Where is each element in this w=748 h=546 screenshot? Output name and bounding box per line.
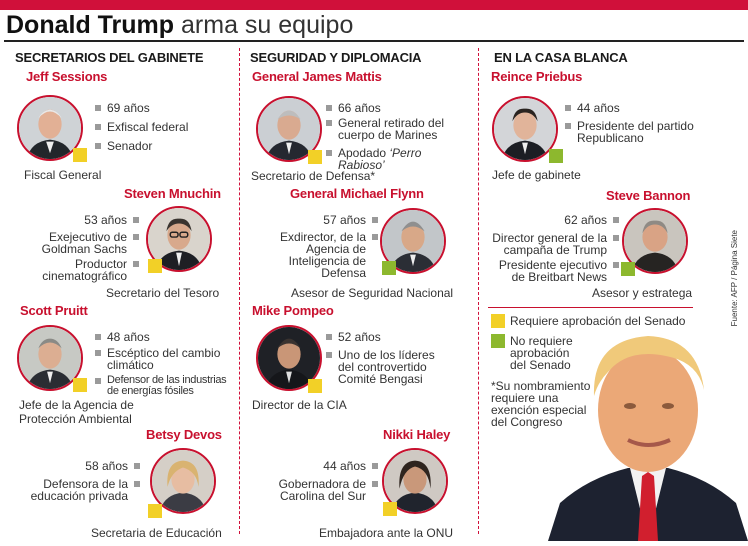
senate-approval-marker [148, 259, 162, 273]
person-name: Steven Mnuchin [124, 186, 221, 201]
person-name: Mike Pompeo [252, 303, 334, 318]
person-name: General Michael Flynn [290, 186, 424, 201]
fact-list [95, 102, 230, 158]
role-label: Secretario de Defensa* [251, 169, 376, 183]
fact-item: 44 años [565, 102, 715, 114]
role-label: Jefe de gabinete [492, 168, 581, 182]
role-label [19, 398, 134, 426]
fact-item: 52 años [326, 331, 466, 343]
fact-item: 57 años [248, 214, 378, 226]
legend-rule [488, 307, 693, 308]
no-approval-marker [549, 149, 563, 163]
fact-item: 44 años [258, 460, 378, 472]
page-title [6, 11, 353, 39]
person-name: Scott Pruitt [20, 303, 88, 318]
legend-no-approval: No requiere aprobación del Senado [510, 334, 573, 372]
person-name: Nikki Haley [383, 427, 451, 442]
person-name: Jeff Sessions [26, 69, 108, 84]
column-header-security: SEGURIDAD Y DIPLOMACIA [250, 50, 422, 65]
fact-list [14, 214, 139, 288]
fact-item: Escéptico del cambio climático [95, 347, 235, 371]
role-label: Asesor y estratega [592, 286, 693, 300]
fact-item: Productor cinematográfico [14, 258, 139, 282]
fact-item [326, 147, 466, 171]
senate-approval-marker [148, 504, 162, 518]
fact-item: 58 años [20, 460, 140, 472]
role-label: Director de la CIA [252, 398, 347, 412]
role-label: Asesor de Seguridad Nacional [291, 286, 454, 300]
column-divider [478, 48, 479, 534]
fact-item: Presidente del partido Republicano [565, 120, 702, 144]
person-name: Steve Bannon [606, 188, 691, 203]
top-accent-bar [0, 0, 748, 10]
fact-item: Defensor de las industrias de energías fósiles [95, 375, 235, 397]
fact-item: Exfiscal federal [95, 121, 230, 133]
fact-list [565, 102, 715, 150]
role-label: Embajadora ante la ONU [319, 526, 454, 540]
fact-item: Presidente ejecutivo de Breitbart News [488, 259, 619, 283]
fact-item: Exejecutivo de Goldman Sachs [14, 231, 139, 255]
nickname-prefix: Apodado [338, 146, 390, 160]
title-bold: Donald Trump [6, 11, 175, 39]
fact-item: 69 años [95, 102, 230, 114]
fact-list [326, 331, 466, 391]
fact-item: Gobernadora de Carolina del Sur [258, 478, 378, 502]
fact-item: Defensora de la educación privada [20, 478, 140, 502]
fact-item: Uno de los líderes del controvertido Comité Bengasi [326, 349, 448, 385]
fact-list [326, 102, 466, 177]
title-rule [4, 40, 744, 42]
fact-item: 66 años [326, 102, 466, 114]
nickname: ‘Perro Rabioso’ [338, 146, 422, 172]
fact-item: 62 años [488, 214, 619, 226]
no-approval-marker [621, 262, 635, 276]
fact-list [95, 331, 235, 403]
role-line: Protección Ambiental [19, 412, 132, 426]
senate-approval-marker [73, 148, 87, 162]
person-name: Betsy Devos [146, 427, 222, 442]
fact-item: Director general de la campaña de Trump [488, 232, 619, 256]
column-header-cabinet: SECRETARIOS DEL GABINETE [15, 50, 204, 65]
fact-item: Exdirector, de la Agencia de Inteligencia de Defensa [248, 231, 378, 279]
fact-list [20, 460, 140, 508]
no-approval-marker [382, 261, 396, 275]
fact-list [488, 214, 619, 289]
fact-item: 53 años [14, 214, 139, 226]
column-header-white-house: EN LA CASA BLANCA [494, 50, 628, 65]
role-label: Fiscal General [24, 168, 102, 182]
fact-item: 48 años [95, 331, 235, 343]
senate-approval-marker [308, 150, 322, 164]
column-divider [239, 48, 240, 534]
role-line: Jefe de la Agencia de [19, 398, 134, 412]
legend-swatch-no-approval [491, 334, 505, 348]
person-name: Reince Priebus [491, 69, 583, 84]
fact-item: Senador [95, 140, 230, 152]
trump-portrait [548, 318, 748, 541]
legend-swatch-senate [491, 314, 505, 328]
title-light: arma su equipo [181, 11, 354, 39]
fact-item: General retirado del cuerpo de Marines [326, 117, 466, 141]
person-name: General James Mattis [252, 69, 382, 84]
role-label: Secretario del Tesoro [106, 286, 220, 300]
footnote: *Su nombramiento requiere una exención especial del Congreso [491, 379, 591, 429]
source-credit: Fuente: AFP / Página Siete [730, 230, 739, 327]
senate-approval-marker [73, 378, 87, 392]
role-label: Secretaria de Educación [91, 526, 222, 540]
fact-list [258, 460, 378, 508]
legend-senate: Requiere aprobación del Senado [510, 314, 686, 328]
fact-list [248, 214, 378, 285]
senate-approval-marker [383, 502, 397, 516]
senate-approval-marker [308, 379, 322, 393]
